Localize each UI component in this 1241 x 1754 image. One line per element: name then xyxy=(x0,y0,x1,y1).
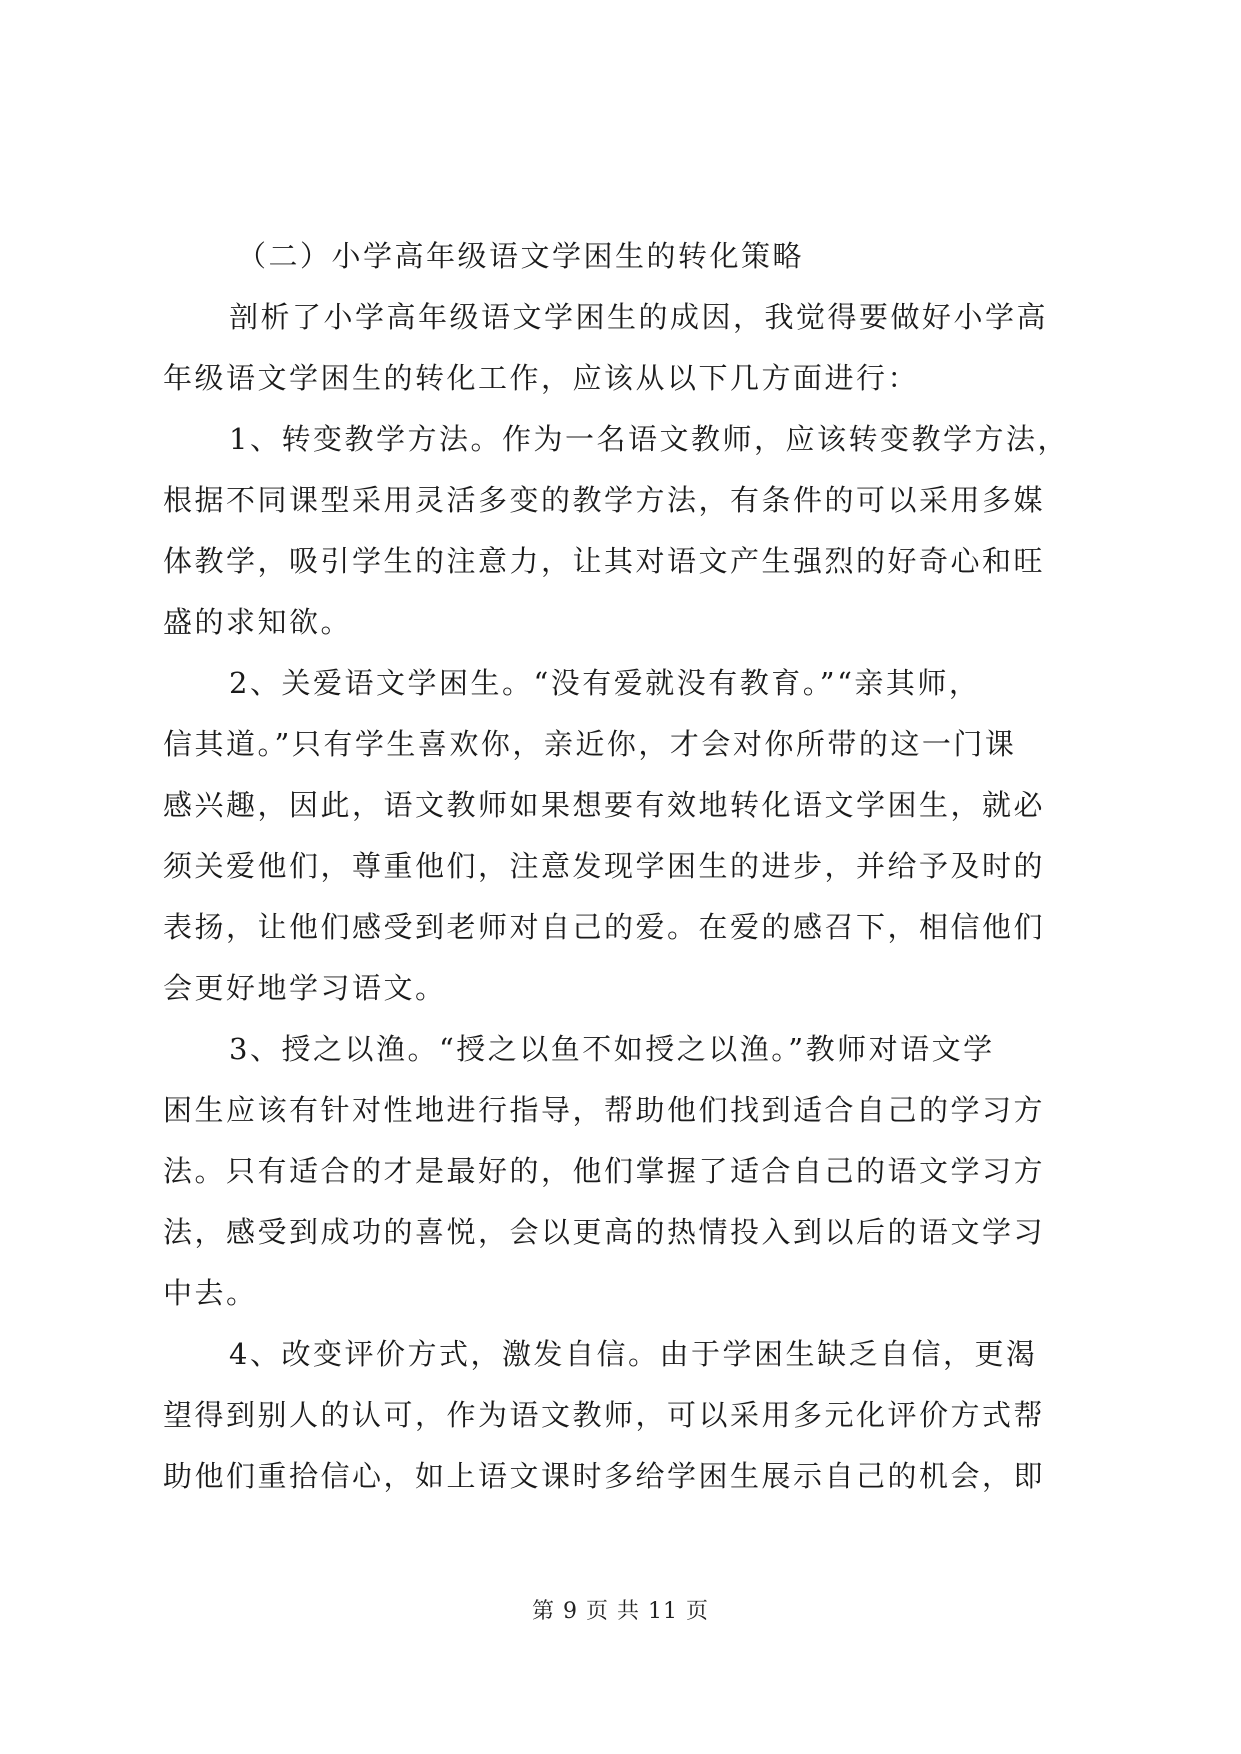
item-2-paragraph xyxy=(163,653,1093,1019)
paragraph-line: 法，感受到成功的喜悦，会以更高的热情投入到以后的语文学习 xyxy=(163,1215,1046,1249)
paragraph-line: 助他们重拾信心，如上语文课时多给学困生展示自己的机会，即 xyxy=(163,1459,1046,1493)
paragraph-line: 中去。 xyxy=(163,1276,258,1310)
paragraph-line: 感兴趣，因此，语文教师如果想要有效地转化语文学困生，就必 xyxy=(163,788,1046,822)
paragraph-line: 剖析了小学高年级语文学困生的成因，我觉得要做好小学高 xyxy=(229,300,1049,334)
paragraph-line: 盛的求知欲。 xyxy=(163,605,353,639)
paragraph-line: 困生应该有针对性地进行指导，帮助他们找到适合自己的学习方 xyxy=(163,1093,1046,1127)
paragraph-line: 信其道。”只有学生喜欢你，亲近你，才会对你所带的这一门课 xyxy=(163,727,1017,761)
paragraph-line: 望得到别人的认可，作为语文教师，可以采用多元化评价方式帮 xyxy=(163,1398,1046,1432)
paragraph-line: 3、授之以渔。“授之以鱼不如授之以渔。”教师对语文学 xyxy=(229,1032,995,1066)
item-1-paragraph xyxy=(163,409,1093,653)
item-3-paragraph xyxy=(163,1019,1093,1324)
paragraph-line: 法。只有适合的才是最好的，他们掌握了适合自己的语文学习方 xyxy=(163,1154,1046,1188)
item-4-paragraph xyxy=(163,1324,1093,1507)
section-heading: （二）小学高年级语文学困生的转化策略 xyxy=(237,239,805,273)
intro-paragraph xyxy=(163,287,1093,409)
paragraph-line: 1、转变教学方法。作为一名语文教师，应该转变教学方法， xyxy=(229,422,1069,456)
paragraph-line: 根据不同课型采用灵活多变的教学方法，有条件的可以采用多媒 xyxy=(163,483,1046,517)
page-footer: 第 9 页 共 11 页 xyxy=(532,1599,709,1624)
paragraph-line: 体教学，吸引学生的注意力，让其对语文产生强烈的好奇心和旺 xyxy=(163,544,1046,578)
paragraph-line: 年级语文学困生的转化工作，应该从以下几方面进行： xyxy=(163,361,920,395)
paragraph-line: 表扬，让他们感受到老师对自己的爱。在爱的感召下，相信他们 xyxy=(163,910,1046,944)
paragraph-line: 须关爱他们，尊重他们，注意发现学困生的进步，并给予及时的 xyxy=(163,849,1046,883)
paragraph-line: 会更好地学习语文。 xyxy=(163,971,447,1005)
document-body xyxy=(163,226,1093,1507)
paragraph-line: 4、改变评价方式，激发自信。由于学困生缺乏自信，更渴 xyxy=(229,1337,1038,1371)
paragraph-line: 2、关爱语文学困生。“没有爱就没有教育。”“亲其师， xyxy=(229,666,981,700)
